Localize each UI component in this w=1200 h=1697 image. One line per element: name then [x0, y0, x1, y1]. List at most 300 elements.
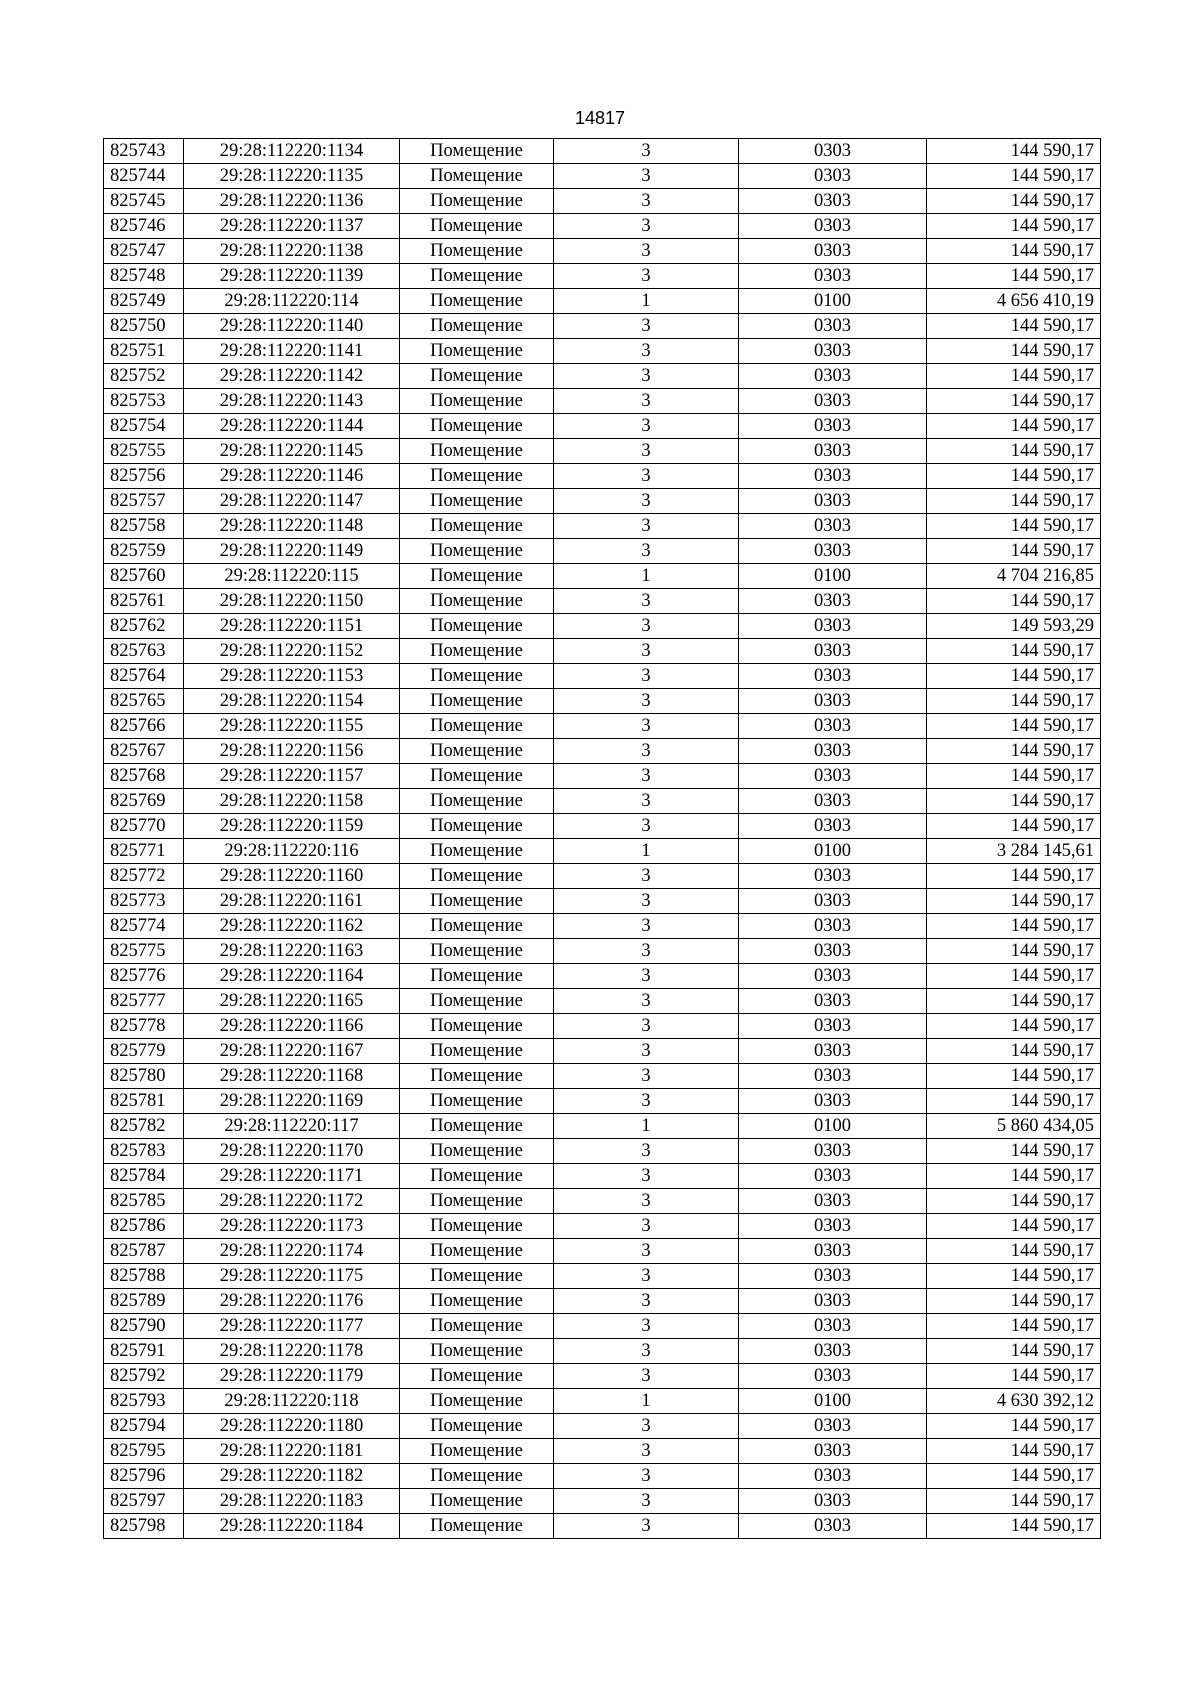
cadastral-number-cell: 29:28:112220:1173	[184, 1214, 400, 1239]
table-row	[104, 1239, 1101, 1264]
table-row	[104, 189, 1101, 214]
category-cell: 3	[554, 639, 739, 664]
code-cell: 0303	[739, 364, 927, 389]
code-cell: 0303	[739, 1364, 927, 1389]
cadastral-number-cell: 29:28:112220:1170	[184, 1139, 400, 1164]
cadastral-value-cell: 144 590,17	[927, 789, 1101, 814]
code-cell: 0100	[739, 839, 927, 864]
table-row	[104, 1389, 1101, 1414]
code-cell: 0303	[739, 139, 927, 164]
table-row	[104, 1314, 1101, 1339]
code-cell: 0303	[739, 439, 927, 464]
category-cell: 3	[554, 489, 739, 514]
cadastral-number-cell: 29:28:112220:1134	[184, 139, 400, 164]
category-cell: 3	[554, 989, 739, 1014]
category-cell: 1	[554, 1389, 739, 1414]
cadastral-value-cell: 144 590,17	[927, 1289, 1101, 1314]
table-row	[104, 614, 1101, 639]
cadastral-value-cell: 144 590,17	[927, 1439, 1101, 1464]
object-id-cell: 825797	[104, 1489, 184, 1514]
object-id-cell: 825792	[104, 1364, 184, 1389]
cadastral-value-cell: 144 590,17	[927, 814, 1101, 839]
category-cell: 3	[554, 1464, 739, 1489]
table-row	[104, 339, 1101, 364]
cadastral-value-cell: 144 590,17	[927, 1064, 1101, 1089]
code-cell: 0303	[739, 1239, 927, 1264]
table-row	[104, 914, 1101, 939]
cadastral-number-cell: 29:28:112220:1154	[184, 689, 400, 714]
cadastral-number-cell: 29:28:112220:1151	[184, 614, 400, 639]
object-id-cell: 825760	[104, 564, 184, 589]
category-cell: 3	[554, 164, 739, 189]
table-row	[104, 1264, 1101, 1289]
cadastral-value-cell: 144 590,17	[927, 439, 1101, 464]
cadastral-value-cell: 144 590,17	[927, 864, 1101, 889]
code-cell: 0303	[739, 239, 927, 264]
object-id-cell: 825771	[104, 839, 184, 864]
code-cell: 0303	[739, 1314, 927, 1339]
cadastral-value-cell: 144 590,17	[927, 239, 1101, 264]
object-type-cell: Помещение	[400, 489, 554, 514]
category-cell: 3	[554, 1414, 739, 1439]
table-row	[104, 1114, 1101, 1139]
code-cell: 0303	[739, 1414, 927, 1439]
object-id-cell: 825788	[104, 1264, 184, 1289]
table-row	[104, 1039, 1101, 1064]
object-id-cell: 825796	[104, 1464, 184, 1489]
cadastral-value-cell: 144 590,17	[927, 1014, 1101, 1039]
object-id-cell: 825774	[104, 914, 184, 939]
object-id-cell: 825791	[104, 1339, 184, 1364]
table-row	[104, 1214, 1101, 1239]
table-row	[104, 939, 1101, 964]
cadastral-value-cell: 144 590,17	[927, 364, 1101, 389]
table-row	[104, 364, 1101, 389]
category-cell: 3	[554, 314, 739, 339]
object-id-cell: 825753	[104, 389, 184, 414]
object-type-cell: Помещение	[400, 1514, 554, 1539]
cadastral-number-cell: 29:28:112220:1182	[184, 1464, 400, 1489]
table-row	[104, 664, 1101, 689]
object-type-cell: Помещение	[400, 1464, 554, 1489]
category-cell: 3	[554, 264, 739, 289]
object-id-cell: 825798	[104, 1514, 184, 1539]
object-type-cell: Помещение	[400, 689, 554, 714]
object-id-cell: 825777	[104, 989, 184, 1014]
object-id-cell: 825786	[104, 1214, 184, 1239]
object-type-cell: Помещение	[400, 1364, 554, 1389]
category-cell: 1	[554, 289, 739, 314]
object-type-cell: Помещение	[400, 414, 554, 439]
object-type-cell: Помещение	[400, 364, 554, 389]
object-id-cell: 825758	[104, 514, 184, 539]
cadastral-value-cell: 144 590,17	[927, 989, 1101, 1014]
cadastral-value-cell: 144 590,17	[927, 464, 1101, 489]
object-type-cell: Помещение	[400, 1164, 554, 1189]
cadastral-value-cell: 144 590,17	[927, 764, 1101, 789]
code-cell: 0303	[739, 964, 927, 989]
category-cell: 3	[554, 189, 739, 214]
category-cell: 3	[554, 664, 739, 689]
cadastral-value-cell: 144 590,17	[927, 589, 1101, 614]
code-cell: 0303	[739, 1464, 927, 1489]
cadastral-value-cell: 144 590,17	[927, 1514, 1101, 1539]
object-type-cell: Помещение	[400, 389, 554, 414]
cadastral-value-cell: 144 590,17	[927, 939, 1101, 964]
object-id-cell: 825787	[104, 1239, 184, 1264]
category-cell: 3	[554, 964, 739, 989]
object-id-cell: 825776	[104, 964, 184, 989]
code-cell: 0303	[739, 164, 927, 189]
cadastral-number-cell: 29:28:112220:1143	[184, 389, 400, 414]
table-row	[104, 239, 1101, 264]
table-row	[104, 989, 1101, 1014]
code-cell: 0303	[739, 464, 927, 489]
cadastral-number-cell: 29:28:112220:1139	[184, 264, 400, 289]
cadastral-number-cell: 29:28:112220:114	[184, 289, 400, 314]
cadastral-value-cell: 5 860 434,05	[927, 1114, 1101, 1139]
cadastral-number-cell: 29:28:112220:1142	[184, 364, 400, 389]
cadastral-number-cell: 29:28:112220:1172	[184, 1189, 400, 1214]
cadastral-number-cell: 29:28:112220:1171	[184, 1164, 400, 1189]
category-cell: 3	[554, 1239, 739, 1264]
object-type-cell: Помещение	[400, 514, 554, 539]
code-cell: 0303	[739, 614, 927, 639]
code-cell: 0303	[739, 1514, 927, 1539]
table-row	[104, 589, 1101, 614]
table-row	[104, 214, 1101, 239]
object-type-cell: Помещение	[400, 839, 554, 864]
table-row	[104, 1014, 1101, 1039]
object-type-cell: Помещение	[400, 814, 554, 839]
object-id-cell: 825759	[104, 539, 184, 564]
cadastral-value-cell: 144 590,17	[927, 214, 1101, 239]
category-cell: 3	[554, 1489, 739, 1514]
category-cell: 3	[554, 514, 739, 539]
cadastral-number-cell: 29:28:112220:1137	[184, 214, 400, 239]
object-id-cell: 825767	[104, 739, 184, 764]
object-id-cell: 825794	[104, 1414, 184, 1439]
code-cell: 0303	[739, 639, 927, 664]
object-id-cell: 825795	[104, 1439, 184, 1464]
cadastral-value-cell: 144 590,17	[927, 1464, 1101, 1489]
code-cell: 0303	[739, 1164, 927, 1189]
cadastral-value-cell: 4 630 392,12	[927, 1389, 1101, 1414]
code-cell: 0303	[739, 414, 927, 439]
cadastral-value-cell: 144 590,17	[927, 1314, 1101, 1339]
property-registry-table	[103, 138, 1101, 1539]
code-cell: 0303	[739, 339, 927, 364]
cadastral-number-cell: 29:28:112220:1156	[184, 739, 400, 764]
table-row	[104, 414, 1101, 439]
code-cell: 0303	[739, 789, 927, 814]
cadastral-number-cell: 29:28:112220:1155	[184, 714, 400, 739]
code-cell: 0303	[739, 814, 927, 839]
code-cell: 0303	[739, 1439, 927, 1464]
category-cell: 3	[554, 1289, 739, 1314]
cadastral-number-cell: 29:28:112220:1140	[184, 314, 400, 339]
table-row	[104, 1189, 1101, 1214]
code-cell: 0303	[739, 314, 927, 339]
category-cell: 3	[554, 864, 739, 889]
object-type-cell: Помещение	[400, 214, 554, 239]
category-cell: 3	[554, 889, 739, 914]
object-type-cell: Помещение	[400, 589, 554, 614]
cadastral-value-cell: 144 590,17	[927, 1189, 1101, 1214]
code-cell: 0303	[739, 1039, 927, 1064]
table-row	[104, 1139, 1101, 1164]
cadastral-number-cell: 29:28:112220:115	[184, 564, 400, 589]
cadastral-value-cell: 144 590,17	[927, 1364, 1101, 1389]
cadastral-number-cell: 29:28:112220:1138	[184, 239, 400, 264]
table-row	[104, 864, 1101, 889]
object-id-cell: 825765	[104, 689, 184, 714]
object-id-cell: 825768	[104, 764, 184, 789]
category-cell: 3	[554, 739, 739, 764]
object-id-cell: 825743	[104, 139, 184, 164]
object-id-cell: 825752	[104, 364, 184, 389]
code-cell: 0303	[739, 1339, 927, 1364]
cadastral-number-cell: 29:28:112220:1149	[184, 539, 400, 564]
code-cell: 0303	[739, 1264, 927, 1289]
category-cell: 3	[554, 214, 739, 239]
object-type-cell: Помещение	[400, 1014, 554, 1039]
category-cell: 3	[554, 1014, 739, 1039]
category-cell: 3	[554, 689, 739, 714]
object-type-cell: Помещение	[400, 1039, 554, 1064]
code-cell: 0303	[739, 689, 927, 714]
cadastral-value-cell: 144 590,17	[927, 964, 1101, 989]
object-id-cell: 825770	[104, 814, 184, 839]
cadastral-number-cell: 29:28:112220:1150	[184, 589, 400, 614]
object-id-cell: 825754	[104, 414, 184, 439]
category-cell: 3	[554, 789, 739, 814]
object-type-cell: Помещение	[400, 639, 554, 664]
category-cell: 3	[554, 1164, 739, 1189]
category-cell: 3	[554, 1039, 739, 1064]
cadastral-number-cell: 29:28:112220:1153	[184, 664, 400, 689]
table-row	[104, 164, 1101, 189]
cadastral-value-cell: 144 590,17	[927, 914, 1101, 939]
object-id-cell: 825779	[104, 1039, 184, 1064]
code-cell: 0303	[739, 214, 927, 239]
cadastral-value-cell: 144 590,17	[927, 739, 1101, 764]
cadastral-value-cell: 144 590,17	[927, 489, 1101, 514]
cadastral-number-cell: 29:28:112220:1179	[184, 1364, 400, 1389]
cadastral-number-cell: 29:28:112220:1167	[184, 1039, 400, 1064]
table-row	[104, 714, 1101, 739]
table-row	[104, 1489, 1101, 1514]
object-type-cell: Помещение	[400, 1439, 554, 1464]
cadastral-value-cell: 144 590,17	[927, 1089, 1101, 1114]
code-cell: 0303	[739, 1139, 927, 1164]
object-type-cell: Помещение	[400, 1414, 554, 1439]
cadastral-number-cell: 29:28:112220:117	[184, 1114, 400, 1139]
table-row	[104, 1414, 1101, 1439]
code-cell: 0303	[739, 739, 927, 764]
table-row	[104, 1064, 1101, 1089]
code-cell: 0303	[739, 489, 927, 514]
object-id-cell: 825769	[104, 789, 184, 814]
table-row	[104, 689, 1101, 714]
object-type-cell: Помещение	[400, 564, 554, 589]
object-id-cell: 825749	[104, 289, 184, 314]
cadastral-value-cell: 4 656 410,19	[927, 289, 1101, 314]
cadastral-value-cell: 144 590,17	[927, 639, 1101, 664]
category-cell: 3	[554, 539, 739, 564]
cadastral-value-cell: 144 590,17	[927, 314, 1101, 339]
code-cell: 0100	[739, 289, 927, 314]
cadastral-value-cell: 144 590,17	[927, 339, 1101, 364]
page-number: 14817	[574, 108, 626, 128]
object-type-cell: Помещение	[400, 864, 554, 889]
object-type-cell: Помещение	[400, 1389, 554, 1414]
object-id-cell: 825744	[104, 164, 184, 189]
object-type-cell: Помещение	[400, 789, 554, 814]
object-id-cell: 825793	[104, 1389, 184, 1414]
object-type-cell: Помещение	[400, 1189, 554, 1214]
object-type-cell: Помещение	[400, 1264, 554, 1289]
object-id-cell: 825778	[104, 1014, 184, 1039]
object-type-cell: Помещение	[400, 1489, 554, 1514]
object-id-cell: 825755	[104, 439, 184, 464]
object-id-cell: 825761	[104, 589, 184, 614]
object-id-cell: 825789	[104, 1289, 184, 1314]
cadastral-number-cell: 29:28:112220:1159	[184, 814, 400, 839]
category-cell: 3	[554, 914, 739, 939]
cadastral-value-cell: 144 590,17	[927, 1264, 1101, 1289]
cadastral-number-cell: 29:28:112220:1166	[184, 1014, 400, 1039]
code-cell: 0303	[739, 1014, 927, 1039]
table-row	[104, 1464, 1101, 1489]
object-type-cell: Помещение	[400, 614, 554, 639]
cadastral-value-cell: 144 590,17	[927, 414, 1101, 439]
category-cell: 3	[554, 764, 739, 789]
object-type-cell: Помещение	[400, 1114, 554, 1139]
code-cell: 0303	[739, 1189, 927, 1214]
cadastral-number-cell: 29:28:112220:1161	[184, 889, 400, 914]
category-cell: 3	[554, 464, 739, 489]
code-cell: 0303	[739, 664, 927, 689]
object-id-cell: 825775	[104, 939, 184, 964]
object-type-cell: Помещение	[400, 889, 554, 914]
object-id-cell: 825780	[104, 1064, 184, 1089]
object-id-cell: 825762	[104, 614, 184, 639]
object-id-cell: 825745	[104, 189, 184, 214]
cadastral-value-cell: 144 590,17	[927, 889, 1101, 914]
object-type-cell: Помещение	[400, 189, 554, 214]
cadastral-number-cell: 29:28:112220:1178	[184, 1339, 400, 1364]
cadastral-value-cell: 144 590,17	[927, 689, 1101, 714]
cadastral-value-cell: 144 590,17	[927, 389, 1101, 414]
object-type-cell: Помещение	[400, 764, 554, 789]
cadastral-value-cell: 144 590,17	[927, 1164, 1101, 1189]
cadastral-number-cell: 29:28:112220:1180	[184, 1414, 400, 1439]
cadastral-number-cell: 29:28:112220:1184	[184, 1514, 400, 1539]
cadastral-number-cell: 29:28:112220:1152	[184, 639, 400, 664]
cadastral-number-cell: 29:28:112220:1168	[184, 1064, 400, 1089]
table-row	[104, 789, 1101, 814]
cadastral-number-cell: 29:28:112220:1183	[184, 1489, 400, 1514]
cadastral-value-cell: 144 590,17	[927, 664, 1101, 689]
code-cell: 0303	[739, 189, 927, 214]
object-type-cell: Помещение	[400, 1289, 554, 1314]
category-cell: 3	[554, 364, 739, 389]
code-cell: 0100	[739, 1114, 927, 1139]
category-cell: 3	[554, 1514, 739, 1539]
object-id-cell: 825781	[104, 1089, 184, 1114]
table-row	[104, 1289, 1101, 1314]
cadastral-number-cell: 29:28:112220:116	[184, 839, 400, 864]
table-row	[104, 489, 1101, 514]
cadastral-value-cell: 144 590,17	[927, 1489, 1101, 1514]
category-cell: 3	[554, 1214, 739, 1239]
object-type-cell: Помещение	[400, 964, 554, 989]
object-type-cell: Помещение	[400, 264, 554, 289]
cadastral-number-cell: 29:28:112220:1176	[184, 1289, 400, 1314]
object-type-cell: Помещение	[400, 1139, 554, 1164]
object-type-cell: Помещение	[400, 289, 554, 314]
table-row	[104, 764, 1101, 789]
category-cell: 3	[554, 139, 739, 164]
object-type-cell: Помещение	[400, 939, 554, 964]
code-cell: 0303	[739, 1214, 927, 1239]
object-type-cell: Помещение	[400, 239, 554, 264]
object-id-cell: 825783	[104, 1139, 184, 1164]
cadastral-number-cell: 29:28:112220:1160	[184, 864, 400, 889]
table-row	[104, 1089, 1101, 1114]
object-id-cell: 825790	[104, 1314, 184, 1339]
category-cell: 1	[554, 839, 739, 864]
object-type-cell: Помещение	[400, 914, 554, 939]
object-id-cell: 825756	[104, 464, 184, 489]
table-row	[104, 289, 1101, 314]
cadastral-value-cell: 144 590,17	[927, 1339, 1101, 1364]
category-cell: 3	[554, 1064, 739, 1089]
cadastral-number-cell: 29:28:112220:1141	[184, 339, 400, 364]
category-cell: 3	[554, 1339, 739, 1364]
cadastral-number-cell: 29:28:112220:1165	[184, 989, 400, 1014]
cadastral-value-cell: 144 590,17	[927, 1239, 1101, 1264]
cadastral-value-cell: 4 704 216,85	[927, 564, 1101, 589]
category-cell: 1	[554, 1114, 739, 1139]
code-cell: 0303	[739, 864, 927, 889]
object-id-cell: 825746	[104, 214, 184, 239]
cadastral-number-cell: 29:28:112220:1181	[184, 1439, 400, 1464]
object-type-cell: Помещение	[400, 1239, 554, 1264]
cadastral-number-cell: 29:28:112220:1164	[184, 964, 400, 989]
category-cell: 3	[554, 589, 739, 614]
table-row	[104, 1514, 1101, 1539]
object-type-cell: Помещение	[400, 1089, 554, 1114]
table-row	[104, 564, 1101, 589]
object-type-cell: Помещение	[400, 1214, 554, 1239]
category-cell: 3	[554, 1139, 739, 1164]
object-id-cell: 825773	[104, 889, 184, 914]
table-row	[104, 514, 1101, 539]
cadastral-value-cell: 144 590,17	[927, 1214, 1101, 1239]
cadastral-value-cell: 144 590,17	[927, 514, 1101, 539]
table-row	[104, 439, 1101, 464]
table-row	[104, 1164, 1101, 1189]
object-id-cell: 825757	[104, 489, 184, 514]
cadastral-number-cell: 29:28:112220:1162	[184, 914, 400, 939]
cadastral-number-cell: 29:28:112220:1175	[184, 1264, 400, 1289]
cadastral-number-cell: 29:28:112220:1158	[184, 789, 400, 814]
object-type-cell: Помещение	[400, 439, 554, 464]
code-cell: 0303	[739, 264, 927, 289]
category-cell: 3	[554, 814, 739, 839]
